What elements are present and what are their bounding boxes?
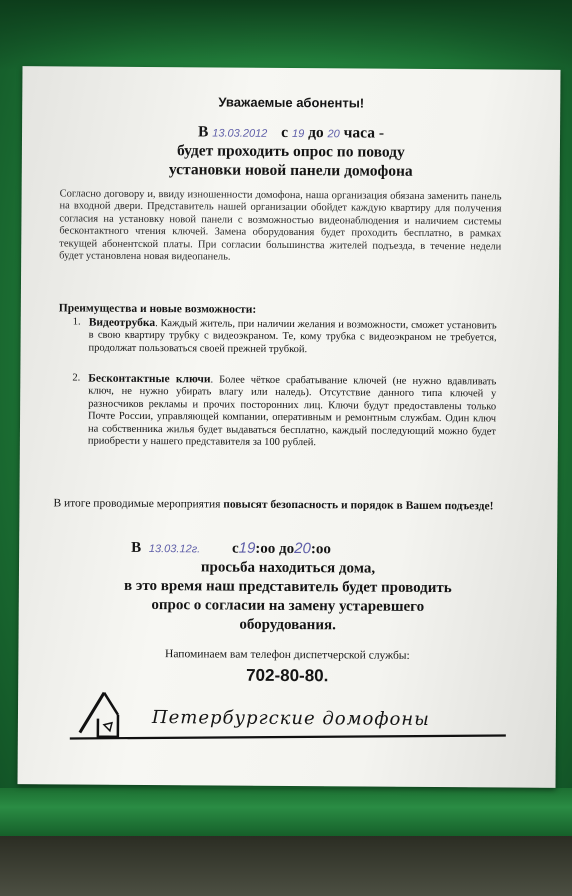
heading-suffix: часа -	[343, 124, 385, 142]
heading-to-hour-handwritten: 20	[327, 128, 340, 141]
company-name: Петербургские домофоны	[151, 707, 430, 730]
list-item-1-title: Видеотрубка	[88, 316, 156, 330]
summary-normal: В итоге проводимые мероприятия	[53, 497, 224, 511]
visit-line1	[131, 539, 331, 558]
notice-greeting: Уважаемые абоненты!	[218, 94, 365, 111]
list-item-1	[88, 317, 496, 358]
heading-prefix: В	[197, 123, 209, 141]
notice-heading-line3: установки новой панели домофона	[168, 161, 413, 180]
green-wall-frame	[0, 788, 572, 836]
list-item-2-text: . Более чёткое срабатывание ключей (не нужно вдавливать ключ, не нужно убирать влагу или наледь). Отсутствие данного типа ключей у разносчиков рекламы и прочих посторонних лиц. Ключи будут предоставлены только Почте России, управляющей компании, оперативным и ремонтным службам. Один ключ на собственника жилья будет выдаваться бесплатно, каждый последующий можно будет приобрести у нашего представителя за 100 рублей.	[87, 374, 497, 449]
visit-from-suffix: :oo до	[255, 540, 295, 558]
visit-line2: просьба находиться дома,	[200, 559, 376, 577]
list-item-2-title: Бесконтактные ключи	[88, 372, 211, 386]
signature-underline	[68, 726, 508, 745]
visit-prefix: В	[131, 539, 142, 556]
notice-sheet	[18, 66, 561, 788]
visit-from-hour-handwritten: 19	[238, 539, 256, 557]
visit-to-hour-handwritten: 20	[294, 540, 311, 558]
list-item-1-number: 1.	[72, 316, 81, 328]
visit-from: с	[231, 540, 239, 557]
visit-line4: опрос о согласии на замену устаревшего	[151, 597, 425, 615]
dark-wall-edge	[0, 0, 572, 70]
list-item-2-number: 2.	[72, 372, 81, 384]
summary-bold: повысят безопасность и порядок в Вашем подъезде!	[223, 498, 494, 513]
intro-paragraph: Согласно договору и, ввиду изношенности домофона, наша организация обязана заменить панель на входной двери. Представитель нашей организации обойдет каждую квартиру для получения согласия на установку новой панели с возможностью видеонаблюдения и наличием системы бесконтактного чтения ключей. Замена оборудования будет проходить бесплатно, в рамках текущей абонентской платы. При согласии большинства жителей подъезда, в течение недели будет установлена новая видеопанель.	[59, 188, 502, 263]
phone-number: 702-80-80	[246, 665, 324, 686]
list-item-2	[88, 373, 497, 451]
notice-heading-line1	[22, 122, 560, 144]
reminder-text: Напоминаем вам телефон диспетчерской службы:	[165, 648, 410, 662]
heading-from: с	[281, 123, 289, 141]
phone-period: .	[323, 666, 329, 686]
visit-line5: оборудования.	[239, 616, 336, 634]
visit-date-handwritten: 13.03.12г.	[148, 543, 201, 556]
heading-date-handwritten: 13.03.2012	[212, 127, 268, 140]
heading-to: до	[308, 124, 324, 142]
visit-line3: в это время наш представитель будет проводить	[124, 577, 452, 597]
summary-paragraph	[53, 496, 501, 514]
floor-area	[0, 836, 572, 896]
notice-heading-line2: будет проходить опрос по поводу	[176, 142, 405, 161]
advantages-title: Преимущества и новые возможности:	[58, 302, 257, 316]
list-item-1-text: . Каждый житель, при наличии желания и возможности, сможет установить в свою квартиру трубку с видеоэкраном. Те, кому трубка с видеоэкраном не требуется, продолжат пользоваться своей прежней трубкой.	[88, 318, 497, 355]
visit-to-suffix: :oo	[310, 541, 331, 558]
heading-from-hour-handwritten: 19	[291, 128, 305, 141]
